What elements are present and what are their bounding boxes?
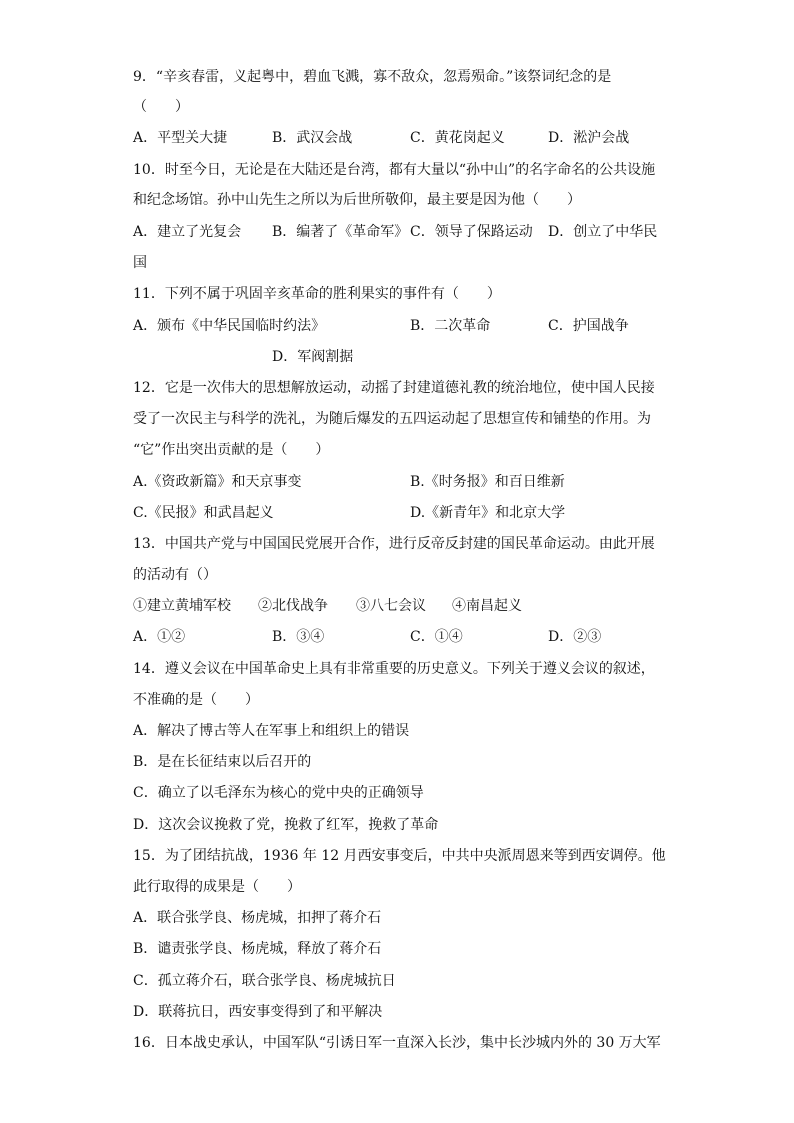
question-13-stem-line-2: 的活动有（） [133,567,217,583]
question-9-option-c: C．黄花岗起义 [410,130,505,146]
question-14-option-a: A．解决了博古等人在军事上和组织上的错误 [133,723,410,739]
question-9-stem-line-2: （ ） [133,99,189,115]
question-10-option-a: A．建立了光复会 [133,224,242,240]
question-15-option-c: C．孤立蒋介石，联合张学良、杨虎城抗日 [133,973,396,989]
question-14-option-b: B．是在长征结束以后召开的 [133,754,312,770]
question-13-option-d: D．②③ [548,629,602,645]
question-10-option-c: C．领导了保路运动 [410,224,533,240]
question-10-stem-line-2: 和纪念场馆。孙中山先生之所以为后世所敬仰，最主要是因为他（ ） [133,192,581,208]
question-15-option-b: B．谴责张学良、杨虎城，释放了蒋介石 [133,941,382,957]
question-11-stem: 11．下列不属于巩固辛亥革命的胜利果实的事件有（ ） [133,286,501,302]
question-13-option-a: A．①② [133,629,186,645]
question-15-stem-line-1: 15．为了团结抗战，1936 年 12 月西安事变后，中共中央派周恩来等到西安调停。他 [133,848,666,864]
question-15-stem-line-2: 此行取得的成果是（ ） [133,879,301,895]
question-10-option-d-wrap: 国 [133,255,147,271]
question-12-option-c: C.《民报》和武昌起义 [133,505,274,521]
question-12-option-a: A.《资政新篇》和天京事变 [133,474,302,490]
question-11-option-a: A．颁布《中华民国临时约法》 [133,318,326,334]
question-10-option-b: B．编著了《革命军》 [272,224,409,240]
question-13-item-1: ①建立黄埔军校 [133,598,231,614]
question-11-option-b: B．二次革命 [410,318,491,334]
question-13-item-3: ③八七会议 [356,598,426,614]
question-13-option-b: B．③④ [272,629,325,645]
question-11-option-d: D．军阀割据 [272,349,354,365]
question-13-stem-line-1: 13．中国共产党与中国国民党展开合作，进行反帝反封建的国民革命运动。由此开展 [133,536,655,552]
question-15-option-d: D．联蒋抗日，西安事变得到了和平解决 [133,1004,383,1020]
question-14-stem-line-2: 不准确的是（ ） [133,692,259,708]
question-12-stem-line-3: “它”作出突出贡献的是（ ） [133,442,330,458]
question-10-stem-line-1: 10．时至今日，无论是在大陆还是台湾，都有大量以“孙中山”的名字命名的公共设施 [133,162,656,178]
question-12-option-b: B.《时务报》和百日维新 [410,474,565,490]
question-9-option-a: A．平型关大捷 [133,130,228,146]
question-13-item-4: ④南昌起义 [452,598,522,614]
question-14-stem-line-1: 14．遵义会议在中国革命史上具有非常重要的历史意义。下列关于遵义会议的叙述， [133,661,655,677]
question-13-option-c: C．①④ [410,629,463,645]
question-12-stem-line-1: 12．它是一次伟大的思想解放运动，动摇了封建道德礼教的统治地位，使中国人民接 [133,380,655,396]
question-14-option-d: D．这次会议挽救了党，挽救了红军，挽救了革命 [133,817,439,833]
question-10-option-d: D．创立了中华民 [548,224,658,240]
question-13-item-2: ②北伐战争 [258,598,328,614]
question-15-option-a: A．联合张学良、杨虎城，扣押了蒋介石 [133,910,382,926]
question-9-option-b: B．武汉会战 [272,130,353,146]
question-12-stem-line-2: 受了一次民主与科学的洗礼，为随后爆发的五四运动起了思想宣传和铺垫的作用。为 [133,411,651,427]
question-12-option-d: D.《新青年》和北京大学 [410,505,566,521]
question-9-stem-line-1: 9．“辛亥春雷，义起粤中，碧血飞溅，寡不敌众，忽焉殒命。”该祭词纪念的是 [133,69,612,85]
question-14-option-c: C．确立了以毛泽东为核心的党中央的正确领导 [133,785,424,801]
question-16-stem-line-1: 16．日本战史承认，中国军队“引诱日军一直深入长沙，集中长沙城内外的 30 万大军 [133,1035,661,1051]
question-11-option-c: C．护国战争 [548,318,629,334]
question-9-option-d: D．淞沪会战 [548,130,630,146]
